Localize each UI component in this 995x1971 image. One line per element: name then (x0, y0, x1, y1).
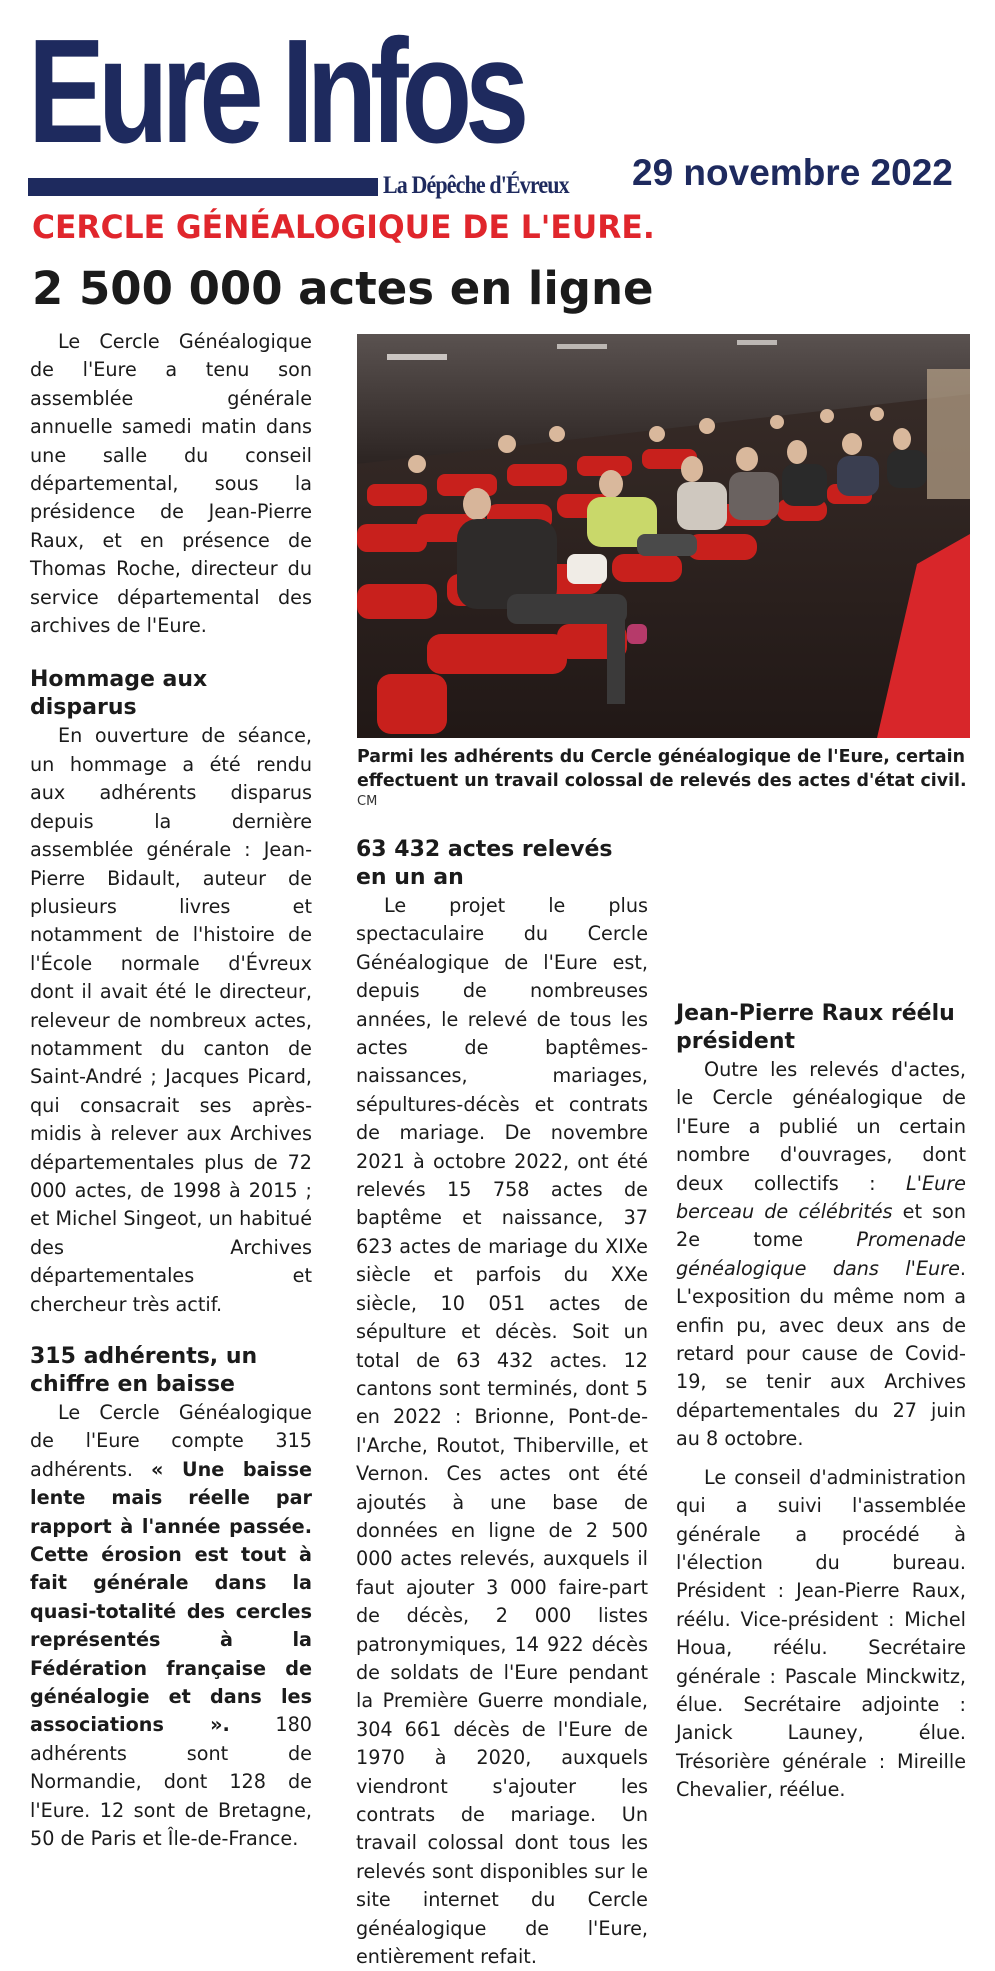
adherents-text-a: Le Cercle Généalogique de l'Eure compte 315 adhérents. (30, 1401, 312, 1481)
book-title-1: L'Eure berceau de célébrités (676, 1171, 966, 1224)
column-1 (30, 328, 312, 1854)
logo: Eure Infos (28, 9, 523, 174)
raux-text-3: . L'exposition du même nom a enfin pu, avec deux ans de retard pour cause de Covid-19, se tenir aux Archives départementales du 27 juin au 8 octobre. (676, 1256, 966, 1451)
adherents-text-b: 180 adhérents sont de Normandie, dont 128 de l'Eure. 12 sont de Bretagne, 50 de Paris et Île-de-France. (30, 1713, 312, 1851)
adherents-paragraph (30, 1399, 312, 1854)
subhead-hommage: Hommage aux disparus (30, 667, 208, 721)
column-2 (356, 836, 648, 1971)
raux-paragraph (676, 1056, 966, 1454)
photo-caption: Parmi les adhérents du Cercle généalogique de l'Eure, certain effectuent un travail colossal de relevés des actes d'état civil. (357, 747, 967, 791)
audience-photo-illustration (357, 334, 970, 738)
raux-text-1: Outre les relevés d'actes, le Cercle généalogique de l'Eure a publié un certain nombre d'ouvrages, dont deux collectifs : (676, 1058, 966, 1195)
raux-text-2: et son 2e tome (676, 1200, 966, 1252)
assembly-photo (357, 334, 970, 738)
logo-underline-bar (28, 178, 378, 196)
subhead-adherents: 315 adhérents, un chiffre en baisse (30, 1344, 258, 1397)
article-kicker: CERCLE GÉNÉALOGIQUE DE L'EURE. (32, 208, 655, 246)
publication-date: 29 novembre 2022 (632, 152, 953, 193)
column-3 (676, 1000, 966, 1805)
actes-paragraph: Le projet le plus spectaculaire du Cercle Généalogique de l'Eure est, depuis de nombreuses années, le relevé de tous les actes de baptêmes-naissances, mariages, sépultures-décès et contrats de mariage. De novembre 2021 à octobre 2022, ont été relevés 15 758 actes de baptême et naissance, 37 623 actes de mariage du XIXe siècle et parfois du XXe siècle, 10 051 actes de sépulture et décès. Soit un total de 63 432 actes. 12 cantons sont terminés, dont 5 en 2022 : Brionne, Pont-de-l'Arche, Routot, Thiberville, et Vernon. Ces actes ont été ajoutés à une base de données en ligne de 2 500 000 actes relevés, auxquels il faut ajouter 3 000 faire-part de décès, 2 000 listes patronymiques, 14 922 décès de soldats de l'Eure pendant la Première Guerre mondiale, 304 661 décès de l'Eure de 1970 à 2020, auxquels viendront s'ajouter les contrats de mariage. Un travail colossal dont tous les relevés sont disponibles sur le site internet du Cercle généalogique de l'Eure, entièrement refait. (356, 894, 648, 1969)
hommage-paragraph: En ouverture de séance, un hommage a été rendu aux adhérents disparus depuis la dernière assemblée générale : Jean-Pierre Bidault, auteur de plusieurs livres et notamment de l'histoire de l'École normale d'Évreux dont il avait été le directeur, releveur de nombreux actes, notamment du canton de Saint-André ; Jacques Picard, qui consacrait ses après-midis à relever aux Archives départementales plus de 72 000 actes, de 1998 à 2015 ; et Michel Singeot, un habitué des Archives départementales et chercheur très actif. (30, 724, 312, 1316)
sub-brand: La Dépêche d'Évreux (383, 172, 569, 199)
intro-paragraph: Le Cercle Généalogique de l'Eure a tenu son assemblée générale annuelle samedi matin dans une salle du conseil départemental, sous la présidence de Jean-Pierre Raux, et en présence de Thomas Roche, directeur du service départemental des archives de l'Eure. (30, 330, 312, 638)
bureau-paragraph: Le conseil d'administration qui a suivi l'assemblée générale a procédé à l'élection du bureau. Président : Jean-Pierre Raux, réélu. Vice-président : Michel Houa, réélu. Secrétaire générale : Pascale Minckwitz, élue. Secrétaire adjointe : Janick Launey, élue. Trésorière générale : Mireille Chevalier, réélue. (676, 1465, 966, 1802)
article-headline: 2 500 000 actes en ligne (32, 262, 654, 315)
subhead-actes: 63 432 actes relevés en un an (356, 837, 613, 890)
masthead (28, 9, 608, 199)
adherents-quote: « Une baisse lente mais réelle par rapport à l'année passée. Cette érosion est tout à fait générale dans la quasi-totalité des cercles représentés à la Fédération française de généalogie et dans les associations ». (30, 1457, 313, 1737)
subhead-raux: Jean-Pierre Raux réélu président (676, 1001, 955, 1054)
book-title-2: Promenade généalogique dans l'Eure (676, 1228, 966, 1280)
photo-credit: CM (357, 794, 378, 809)
